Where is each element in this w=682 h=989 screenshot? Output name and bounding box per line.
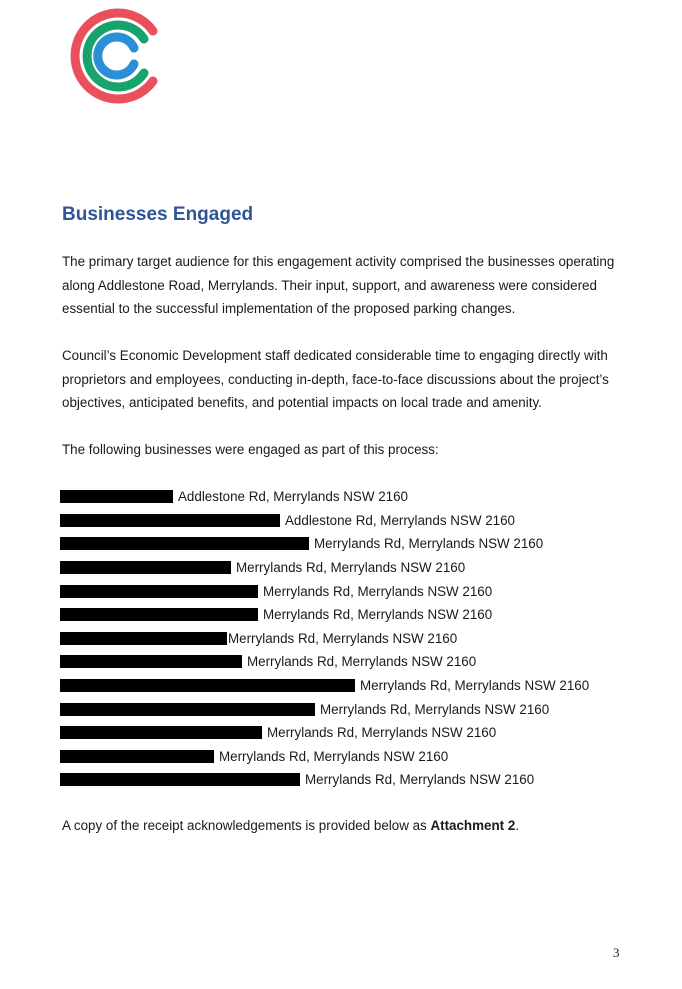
business-row [60,768,589,792]
business-address: Merrylands Rd, Merrylands NSW 2160 [314,536,544,552]
redaction-bar [60,608,258,621]
business-row [60,721,589,745]
business-address: Addlestone Rd, Merrylands NSW 2160 [285,512,515,528]
section-heading: Businesses Engaged [62,204,254,225]
business-row [60,603,589,627]
staff-paragraph: Council’s Economic Development staff dedicated considerable time to engaging directly with proprietors and employees, conducting in-depth, face-to-face discussions about the project’s objectives, anticipated benefits, and potential impacts on local trade and amenity. [62,348,609,410]
redaction-bar [60,514,280,527]
redaction-bar [60,773,300,786]
business-address: Merrylands Rd, Merrylands NSW 2160 [219,748,449,764]
intro-paragraph: The primary target audience for this engagement activity comprised the businesses operating along Addlestone Road, Merrylands. Their input, support, and awareness were considered essential to the successful implementation of the proposed parking changes. [62,254,615,316]
business-address: Merrylands Rd, Merrylands NSW 2160 [236,560,466,576]
business-address: Merrylands Rd, Merrylands NSW 2160 [247,654,477,670]
redaction-bar [60,679,355,692]
redaction-bar [60,750,214,763]
redaction-bar [60,537,309,550]
business-address: Merrylands Rd, Merrylands NSW 2160 [263,583,493,599]
business-row [60,485,589,509]
business-row [60,697,589,721]
council-logo [64,6,160,106]
redaction-bar [60,655,242,668]
redaction-bar [60,585,258,598]
closing-text: A copy of the receipt acknowledgements is provided below as [62,818,431,833]
business-address: Merrylands Rd, Merrylands NSW 2160 [320,701,550,717]
business-address: Merrylands Rd, Merrylands NSW 2160 [228,630,458,646]
redaction-bar [60,490,173,503]
redaction-bar [60,703,315,716]
business-row [60,556,589,580]
closing-end: . [515,818,520,833]
business-address: Merrylands Rd, Merrylands NSW 2160 [360,678,590,694]
logo-inner-arc [98,37,134,75]
business-row [60,579,589,603]
business-list [60,485,589,792]
redaction-bar [60,632,227,645]
list-intro-paragraph: The following businesses were engaged as part of this process: [62,442,439,457]
business-address: Merrylands Rd, Merrylands NSW 2160 [267,725,497,741]
business-row [60,532,589,556]
business-address: Merrylands Rd, Merrylands NSW 2160 [305,772,535,788]
business-row [60,509,589,533]
business-row [60,745,589,769]
business-row [60,674,589,698]
redaction-bar [60,726,262,739]
redaction-bar [60,561,231,574]
page-number: 3 [613,945,620,960]
business-address: Addlestone Rd, Merrylands NSW 2160 [178,489,408,505]
business-row [60,650,589,674]
closing-paragraph [62,814,634,838]
business-row [60,627,589,651]
attachment-reference: Attachment 2 [430,818,516,833]
business-address: Merrylands Rd, Merrylands NSW 2160 [263,607,493,623]
